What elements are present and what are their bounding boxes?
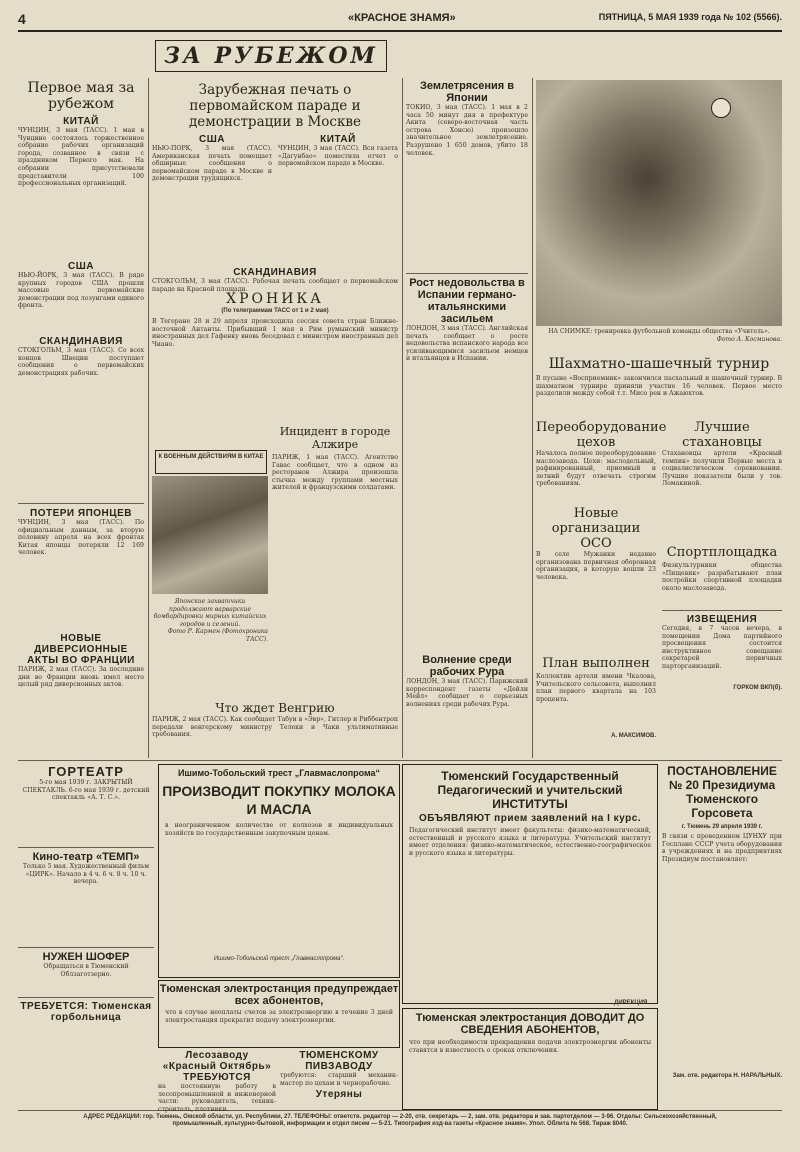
photo-caption: Японские захватчики продолжают варварские бомбардировки мирных китайских городов и селений. <box>153 598 267 628</box>
ad-electro1 <box>158 980 400 1048</box>
ad-title: НУЖЕН ШОФЕР <box>18 947 154 963</box>
article-title: Спортплощадка <box>666 545 778 560</box>
article-body: СТОКГОЛЬМ, 3 мая (ТАСС). Со всех концов Швеции поступают сообщения о первомайских демонстрациях рабочих. <box>18 347 144 377</box>
ad-body: что при необходимости прекращения подачи электроэнергии абоненты ставятся в известность о сроках отключения. <box>409 1039 651 1054</box>
photo-caption-block <box>152 598 268 658</box>
article-body: ПАРИЖ, 1 мая (ТАСС). Агентство Гавас сообщает, что в одном из ресторанов Алжира произошла стычка между группами местных жителей и французскими солдатами. <box>272 454 398 492</box>
ad-title: Тюменская электростанция ДОВОДИТ ДО СВЕДЕНИЯ АБОНЕНТОВ, <box>415 1012 645 1036</box>
photo-credit: Фото Р. Кармен (Фотохроника ТАСС). <box>167 628 268 643</box>
ad-title: ГОРТЕАТР <box>48 764 124 779</box>
article-body: ТОКИО, 3 мая (ТАСС). 1 мая в 2 часа 50 минут дня в префектуре Акита (северо-восточная часть острова Хонсю) произошло значительное землетрясение. Разрушено 1 650 домов, убито 18 человек. <box>406 104 528 157</box>
resolution-title: ПОСТАНОВЛЕНИЕ № 20 Президиума Тюменского Горсовета <box>667 764 777 820</box>
article-body: ПАРИЖ, 2 мая (ТАСС). Как сообщает Табуи в «Эвр», Гитлер и Риббентроп передали венгерскому министру Телеки и Чаки ультимативные требования. <box>152 716 398 739</box>
article-title: Инцидент в городе Алжире <box>279 425 391 451</box>
page-footer <box>18 1114 782 1144</box>
section-banner: ЗА РУБЕЖОМ <box>155 40 387 72</box>
article-body: В Тегеране 28 и 29 апреля происходила сессия совета стран Ближне-восточной Антанты. Прибывший 1 мая в Рим румынский министр иностранных дел Гафенку вновь беседовал с министром иностранных дел Чиано. <box>152 318 398 348</box>
column-1 <box>18 76 144 756</box>
article-body: ЛОНДОН, 3 мая (ТАСС). Парижский корреспондент газеты «Дейли Мейл» сообщает о серьезных волнениях среди рабочих Рура. <box>406 678 528 708</box>
photo-credit: Фото А. Косминова. <box>716 335 782 343</box>
resolution-date: г. Тюмень 29 апреля 1939 г. <box>681 824 763 830</box>
article-title: Землетрясения в Японии <box>419 80 515 104</box>
ad-sign: Ишимо-Тобольский трест „Главмаслопрома“. <box>213 956 345 962</box>
chronicle-title: ХРОНИКА <box>226 291 324 307</box>
photo-heading: К ВОЕННЫМ ДЕЙСТВИЯМ В КИТАЕ <box>158 454 264 460</box>
article-title: Лучшие стахановцы <box>682 420 762 450</box>
article-body: ЧУНЦИН, 3 мая (ТАСС). По официальным данным, за вторую половину апреля на всех фронтах Китая японцы потеряли 12 169 человек. <box>18 519 144 557</box>
article-body: Стахановцы артели «Красный темпик» получили Первые места в социалистическом соревновании. Лучшие показатели были у тов. Ломакиной. <box>662 450 782 488</box>
ad-body: 5-го мая 1939 г. ЗАКРЫТЫЙ СПЕКТАКЛЬ. 6-го мая 1939 г. детский спектакль «А. Т. С.». <box>22 779 150 802</box>
ad-headline: ПРОИЗВОДИТ ПОКУПКУ МОЛОКА И МАСЛА <box>162 783 396 817</box>
page-header <box>18 8 782 32</box>
footer-line-2: промышленный, культурно-бытовой, информации и отдел писем — 5-21. Типография изд-ва газеты «Красное знамя». Упол. Облита № 568. Тираж 8040. <box>172 1121 628 1127</box>
editor-sign: Зам. отв. редактора Н. НАРАЛЬНЫХ. <box>672 1073 782 1079</box>
notices-body: Сегодня, в 7 часов вечера, в помещении Дома партийного просвещения состоится инструктивное совещание секретарей первичных парторганизаций. <box>662 625 782 670</box>
ad-title: Утеряны <box>315 1089 363 1101</box>
ad-electro2 <box>402 1008 658 1110</box>
article-body: ЛОНДОН, 3 мая (ТАСС). Английская печать сообщает о росте недовольства испанского народа все усиливающимися засильем немцев и итальянцев в Испании. <box>406 325 528 363</box>
article-title: ПОТЕРИ ЯПОНЦЕВ <box>18 503 144 519</box>
chess-article <box>536 356 782 416</box>
ad-body: на постоянную работу в лесопромышленной и инженерной части: руководитель, техник-строитель, плотники. <box>158 1083 276 1113</box>
ad-pivzavod <box>280 1050 398 1108</box>
chronicle-block <box>152 290 398 420</box>
article-author: А. МАКСИМОВ. <box>611 733 656 739</box>
article-body: В пусыне «Восприемник» закончился пасхальный и шашечный турнир. В шахматном турнире приняли участие 16 человек. Первое место разделили между собой т.т. Мисо рен и Ажаюхтов. <box>536 375 782 398</box>
section-heading-scandinavia: СКАНДИНАВИЯ <box>39 336 123 347</box>
chronicle-subtitle: (По телеграммам ТАСС от 1 и 2 мая) <box>221 308 329 314</box>
article-title: Новые организации ОСО <box>551 506 641 551</box>
football-photo <box>536 80 782 326</box>
article-title: Волнение среди рабочих Рура <box>422 654 512 678</box>
article-body: СТОКГОЛЬМ, 3 мая (ТАСС). Рабочая печать сообщает о первомайском параде на Красной площади. <box>152 278 398 293</box>
section-heading-china: КИТАЙ <box>63 116 99 127</box>
section-heading-usa: США <box>68 261 94 272</box>
ad-milk <box>158 764 400 978</box>
column-4 <box>406 76 528 756</box>
ad-body: требуются: старший механик-мастер по цехам и чернорабочие. <box>280 1072 398 1087</box>
ad-title: Лесозаводу «Красный Октябрь» ТРЕБУЮТСЯ <box>162 1050 272 1083</box>
ad-lesozavod <box>158 1050 276 1113</box>
column-5b <box>662 420 782 760</box>
ads-left <box>18 764 154 1106</box>
page-number: 4 <box>18 11 26 27</box>
ad-subtitle: ОБЪЯВЛЯЮТ прием заявлений на I курс. <box>418 813 642 824</box>
article-title: План выполнен <box>542 656 650 671</box>
issue-date: ПЯТНИЦА, 5 МАЯ 1939 года № 102 (5566). <box>598 12 782 22</box>
football-caption-block <box>536 328 782 350</box>
ad-title: Тюменская электростанция предупреждает всех абонентов, <box>159 983 399 1007</box>
ad-body: Только 5 мая. Художественный фильм «ЦИРК». Начало в 4 ч. 6 ч. 8 ч. 10 ч. вечера. <box>22 863 150 886</box>
article-title: Что ждет Венгрию <box>215 701 335 715</box>
resolution-block <box>662 764 782 1106</box>
section-heading-china: КИТАЙ <box>320 134 356 145</box>
ad-org: Ишимо-Тобольский трест „Главмаслопрома“ <box>177 768 381 778</box>
ad-title: ТРЕБУЕТСЯ: Тюменская горбольница <box>18 997 154 1023</box>
article-title: Зарубежная печать о первомайском параде и демонстрации в Москве <box>188 82 362 130</box>
section-heading-scandinavia: СКАНДИНАВИЯ <box>233 267 317 278</box>
article-body: В селе Мужанки недавно организована первичная оборонная организация, в которую вошли 23 человека. <box>536 551 656 581</box>
ad-body: в неограниченном количестве от колхозов и индивидуальных хозяйств по государственным закупочным ценам. <box>165 822 393 837</box>
ad-body: Обращаться в Тюменский Облзаготзерно. <box>43 963 129 978</box>
war-photo <box>152 476 268 594</box>
article-title: Переоборудование цехов <box>536 420 667 450</box>
article-body: Коллектив артели имени Чкалова, Учительского сельсовета, выполнил план первого квартала на 103 процента. <box>536 673 656 703</box>
article-title: НОВЫЕ ДИВЕРСИОННЫЕ АКТЫ ВО ФРАНЦИИ <box>27 633 135 666</box>
ball-icon <box>711 98 731 118</box>
ad-body: Педагогический институт имеет факультеты: физико-математический, естественный и русского языка и литературы. Учительский институт имеет отделения: физико-математическое, естественно-географическое и русского языка и литературы. <box>409 827 651 857</box>
article-body: ЧУНЦИН, 3 мая (ТАСС). Вся газета «Дагунбао» поместила отчет о первомайском параде в Москве. <box>278 145 398 168</box>
photo-heading-box <box>155 450 267 474</box>
notices-title: ИЗВЕЩЕНИЯ <box>662 610 782 625</box>
article-body: Началось полное переоборудование маслозавода. Цехи: маслодельный, рафинированный, приемный и летний будут отвечать строгим требованиям. <box>536 450 656 488</box>
article-body: Физкультурники общества «Пищевик» разрабатывают план постройки спортивной площадки около маслозавода. <box>662 562 782 592</box>
newspaper-name: «КРАСНОЕ ЗНАМЯ» <box>348 12 456 24</box>
article-body: НЬЮ-ЙОРК, 3 мая (ТАСС). В ряде крупных городов США прошли массовые первомайские демонстрации под лозунгами единого фронта. <box>18 272 144 310</box>
ad-title: ТЮМЕНСКОМУ ПИВЗАВОДУ <box>299 1050 379 1072</box>
ad-title: Тюменский Государственный Педагогический и учительский ИНСТИТУТЫ <box>437 769 623 811</box>
resolution-body: В связи с проведением ЦУНХУ при Госплане СССР учета оборудования в учреждениях и на предприятиях Президиум постановляет: <box>662 833 782 863</box>
footer-line-1: АДРЕС РЕДАКЦИИ: гор. Тюмень, Омской области, ул. Республики, 27. ТЕЛЕФОНЫ: ответств. редактор — 2-20, отв. секретарь — 2, зам. отв. редактора и зав. партотделом — 3-96. Отделы: Сельскохозяйственный, <box>83 1114 717 1120</box>
ad-pedinstitute <box>402 764 658 1004</box>
article-body: НЬЮ-ПОРК, 3 мая (ТАСС). Американская печать помещает обширные сообщения о первомайском параде в Москве и демонстрации трудящихся. <box>152 145 272 183</box>
column-5a <box>536 420 667 760</box>
article-title: Первое мая за рубежом <box>27 80 135 112</box>
article-body: ЧУНЦИН, 3 мая (ТАСС). 1 мая в Чунцине состоялось торжественное собрание рабочих организаций города, созванное в связи с праздником Первого мая. На собрании присутствовали представители 100 профессиональных организаций. <box>18 127 144 188</box>
article-body: ПАРИЖ, 2 мая (ТАСС). За последние дни во Франции вновь имел место целый ряд диверсионных актов. <box>18 666 144 689</box>
photo-caption: НА СНИМКЕ: тренировка футбольной команды общества «Учитель». <box>548 328 770 335</box>
ad-sign: ДИРЕКЦИЯ. <box>614 1000 649 1006</box>
notices-sign: ГОРКОМ ВКП(б). <box>733 685 782 691</box>
article-title: Шахматно-шашечный турнир <box>548 356 770 372</box>
ad-title: Кино-театр «ТЕМП» <box>18 847 154 863</box>
ad-body: что в случае неоплаты счетов за электроэнергию в течение 3 дней электростанция прекратит подачу электроэнергии. <box>165 1009 393 1024</box>
article-title: Рост недовольства в Испании германо-итальянскими засильем <box>406 273 528 325</box>
hungary-block <box>152 700 398 758</box>
section-heading-usa: США <box>199 134 225 145</box>
